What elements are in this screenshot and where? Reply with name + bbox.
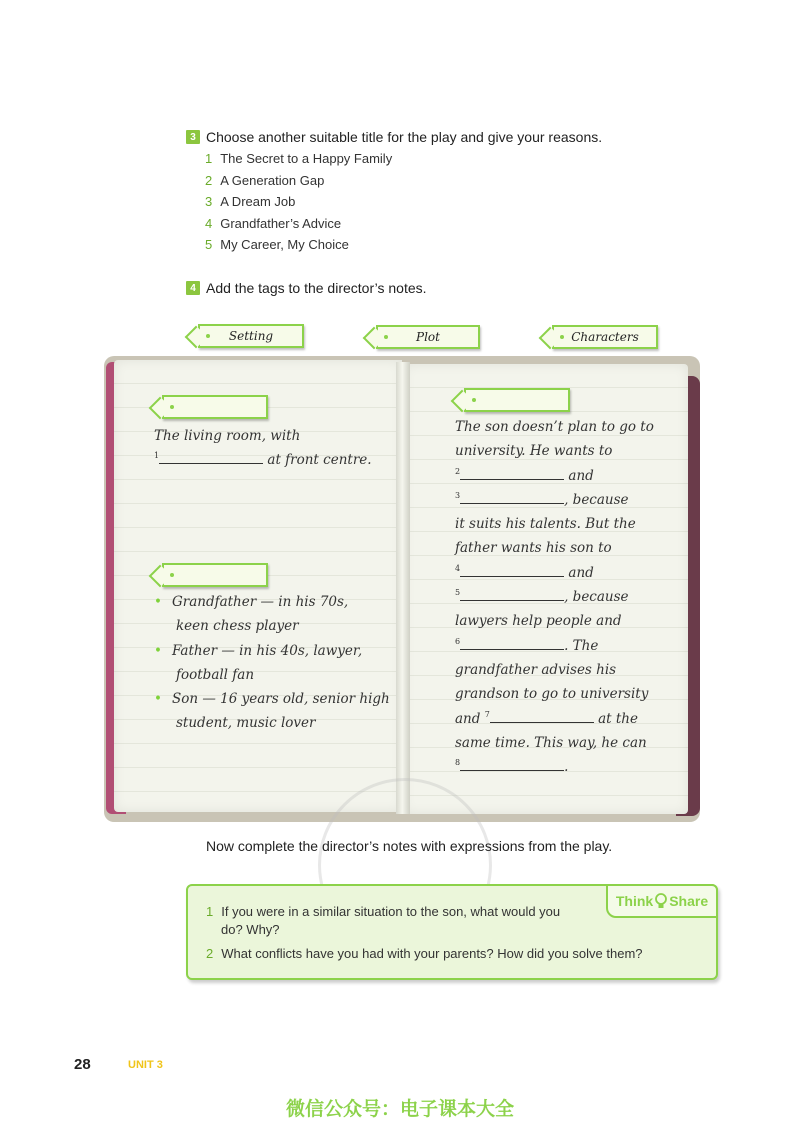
blank-6[interactable] — [460, 635, 564, 650]
character-item: • Grandfather — in his 70s, — [154, 594, 349, 610]
think-item-2: 2 What conflicts have you had with your parents? How did you solve them? — [206, 946, 643, 961]
character-item: • Son — 16 years old, senior high — [154, 691, 390, 708]
empty-tag-slot-left-top[interactable] — [162, 395, 268, 419]
tag-hole-icon — [206, 334, 210, 338]
blank-7[interactable] — [490, 708, 594, 723]
empty-tag-slot-right[interactable] — [464, 388, 570, 412]
setting-note: The living room, with $^1$ at front centre. — [154, 428, 372, 469]
blank-2[interactable] — [460, 465, 564, 480]
question-4-number: 4 — [186, 281, 200, 295]
blank-5[interactable] — [460, 586, 564, 601]
option-5: 5 My Career, My Choice — [205, 237, 349, 252]
question-3-title: Choose another suitable title for the play and give your reasons. — [206, 129, 603, 145]
option-3: 3 A Dream Job — [205, 194, 296, 209]
wechat-footer: 微信公众号：电子课本大全 — [285, 1099, 514, 1120]
tag-hole-icon — [384, 335, 388, 339]
think-item-1: 1 If you were in a similar situation to the son, what would you do? Why? — [206, 904, 561, 937]
tag-hole-icon — [170, 405, 174, 409]
think-share-badge: Think Share — [606, 884, 718, 918]
lightbulb-icon — [654, 892, 668, 910]
page-number: 28 — [74, 1056, 91, 1073]
tag-hole-icon — [472, 398, 476, 402]
tag-plot[interactable]: Plot — [376, 325, 480, 349]
option-1: 1 The Secret to a Happy Family — [205, 151, 393, 166]
question-4-title: Add the tags to the director’s notes. — [206, 280, 427, 296]
instruction-text: Now complete the director’s notes with expressions from the play. — [206, 838, 613, 854]
tag-setting[interactable]: Setting — [198, 324, 304, 348]
empty-tag-slot-left-bottom[interactable] — [162, 563, 268, 587]
blank-3[interactable] — [460, 489, 564, 504]
character-item: • Father — in his 40s, lawyer, — [154, 642, 363, 659]
option-2: 2 A Generation Gap — [205, 173, 325, 188]
blank-8[interactable] — [460, 756, 564, 771]
think-share-box — [186, 884, 718, 980]
unit-label: UNIT 3 — [128, 1059, 163, 1071]
plot-note: The son doesn’t plan to go to university. He wants to $^2$ and $^3$ , because it suits his talents. But the father wants his son to $^4$ and $^5$ , because lawyers help people and $^6$ . The grandfather advises his grandson to go to university and $^7$ at the same time. This way, he can $^8$ . — [455, 419, 654, 776]
blank-4[interactable] — [460, 562, 564, 577]
notebook-spine — [396, 362, 410, 814]
blank-1[interactable] — [159, 449, 263, 464]
tag-characters[interactable]: Characters — [552, 325, 658, 349]
tag-hole-icon — [560, 335, 564, 339]
question-3-number: 3 — [186, 130, 200, 144]
characters-note: • Grandfather — in his 70s, keen chess player • Father — in his 40s, lawyer, football fan • Son — 16 years old, senior high student, music lover — [154, 590, 390, 736]
tag-hole-icon — [170, 573, 174, 577]
option-4: 4 Grandfather’s Advice — [205, 216, 342, 231]
